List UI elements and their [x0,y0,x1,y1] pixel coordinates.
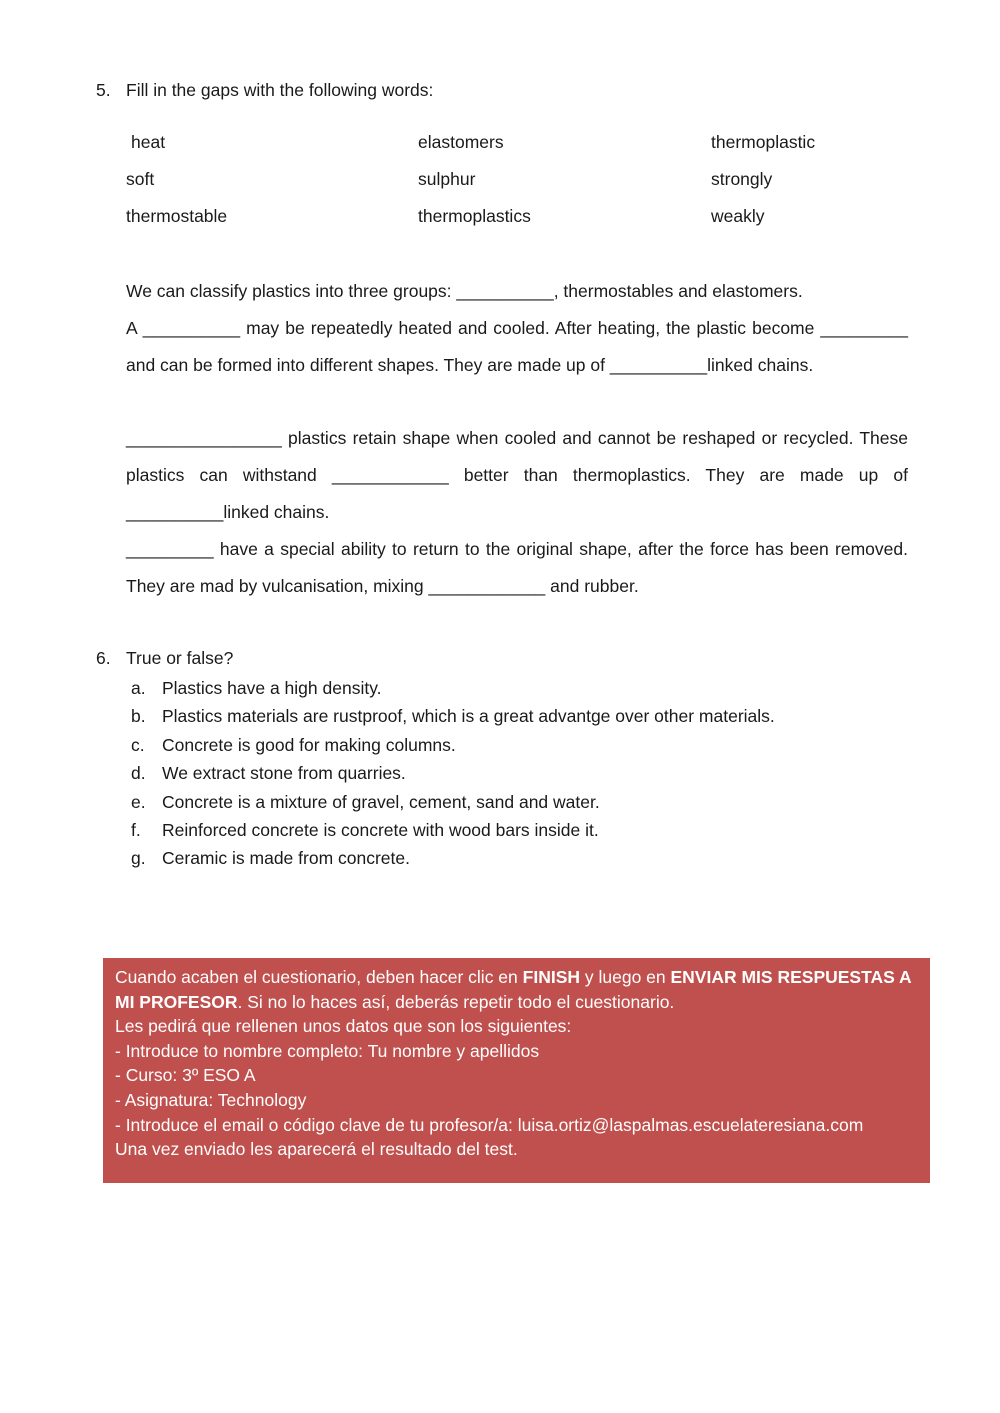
notice-line-finish [115,965,918,1014]
notice-line-subject: - Asignatura: Technology [115,1089,307,1110]
notice-line-data-request: Les pedirá que rellenen unos datos que son los siguientes: [115,1016,572,1037]
question-6-number: 6. [96,648,111,668]
word-bank-item: sulphur [418,169,476,189]
word-bank-item: elastomers [418,132,504,152]
item-letter: d. [131,763,146,784]
word-bank-item: weakly [711,206,765,226]
gap-paragraph-intro: We can classify plastics into three groups: __________, thermostables and elastomers. [126,281,803,301]
word-bank-item: thermostable [126,206,228,226]
word-bank-item: soft [126,169,155,189]
word-bank-item: thermoplastic [711,132,816,152]
item-letter: c. [131,734,145,755]
item-text: Plastics have a high density. [162,678,382,698]
gap-paragraph-elastomers: _________ have a special ability to return to the original shape, after the force has been removed. They are mad by vulcanisation, mixing ____________ and rubber. [126,539,908,596]
notice-line-name: - Introduce to nombre completo: Tu nombre y apellidos [115,1040,540,1061]
notice-line-email: - Introduce el email o código clave de tu profesor/a: luisa.ortiz@laspalmas.escuelateresiana.com [115,1114,864,1135]
question-5-title: Fill in the gaps with the following words: [126,80,434,100]
notice-text: . Si no lo haces así, deberás repetir todo el cuestionario. [237,991,675,1012]
list-item [131,676,775,704]
list-item [131,790,775,818]
list-item [131,846,775,874]
gap-paragraph-thermostables: ________________ plastics retain shape when cooled and cannot be reshaped or recycled. These plastics can withstand ____________ better than thermoplastics. They are made up of __________linked chains. [126,428,908,522]
list-item [131,704,775,732]
instructions-notice-box [103,958,930,1183]
gap-paragraph-thermoplastics: A __________ may be repeatedly heated and cooled. After heating, the plastic become _________ and can be formed into different shapes. They are made up of __________linked chains. [126,318,908,375]
question-5-heading [96,80,433,101]
item-text: We extract stone from quarries. [162,763,406,784]
list-item [131,761,775,789]
item-letter: e. [131,791,146,812]
item-text: Concrete is good for making columns. [162,734,456,755]
notice-line-course: - Curso: 3º ESO A [115,1065,256,1086]
item-letter: g. [131,848,146,869]
list-item [131,818,775,846]
word-bank-item: thermoplastics [418,206,531,226]
question-6-title: True or false? [126,648,234,668]
item-text: Plastics materials are rustproof, which is a great advantge over other materials. [162,706,775,727]
question-6-heading [96,648,233,669]
notice-finish-keyword: FINISH [522,967,581,987]
item-text: Ceramic is made from concrete. [162,848,410,869]
notice-send-keyword: ENVIAR MIS RESPUESTAS A MI PROFESOR [115,967,911,1012]
notice-text: Cuando acaben el cuestionario, deben hacer clic en [115,967,523,987]
item-letter: a. [131,678,146,698]
word-bank-item: heat [131,132,166,152]
word-bank-item: strongly [711,169,773,189]
notice-text: y luego en [580,967,671,987]
item-text: Concrete is a mixture of gravel, cement, sand and water. [162,791,600,812]
item-text: Reinforced concrete is concrete with wood bars inside it. [162,819,599,840]
notice-line-result: Una vez enviado les aparecerá el resultado del test. [115,1139,518,1160]
question-5-number: 5. [96,80,111,100]
true-false-list [131,676,775,875]
item-letter: b. [131,706,146,727]
item-letter: f. [131,819,141,840]
list-item [131,733,775,761]
